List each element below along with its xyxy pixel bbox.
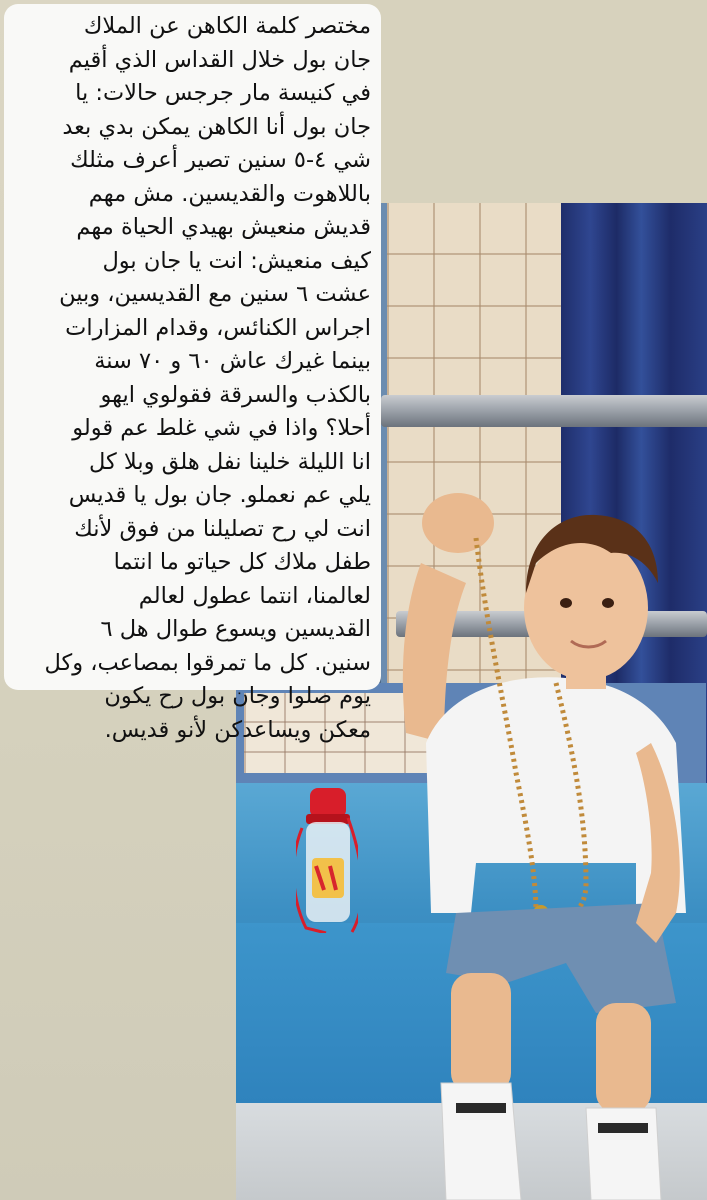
- boy-figure: [386, 443, 706, 1200]
- water-bottle-icon: [296, 788, 358, 933]
- metal-rail: [381, 395, 707, 427]
- story-caption-box: [4, 4, 381, 743]
- sneaker-icon: [441, 1083, 521, 1200]
- caption-text: مختصر كلمة الكاهن عن الملاك جان بول خلال القداس الذي أقيم في كنيسة مار جرجس حالات: يا جان بول أنا الكاهن يمكن بدي بعد شي ٤-٥ سنين تصير أعرف مثلك باللاهوت والقديسين. مش مهم قديش منعيش بهيدي الحياة مهم كيف منعيش: انت يا جان بول عشت ٦ سنين مع القديسين، وبين اجراس الكنائس، وقدام المزارات بينما غيرك عاش ٦٠ و ٧٠ سنة بالكذب والسرقة فقولوي ايهو أحلا؟ واذا في شي غلط عم قولو انا الليلة خلينا نفل هلق وبلا كل يلي عم نعملو. جان بول يا قديس انت لي رح تصليلنا من فوق لأنك طفل ملاك كل حياتو ما انتما لعالمنا، انتما عطول لعالم القديسين ويسوع طوال هل ٦ سنين. كل ما تمرقوا بمصاعب، وكل يوم صلوا وجان بول رح يكون معكن ويساعدكن لأنو قديس.: [44, 13, 371, 743]
